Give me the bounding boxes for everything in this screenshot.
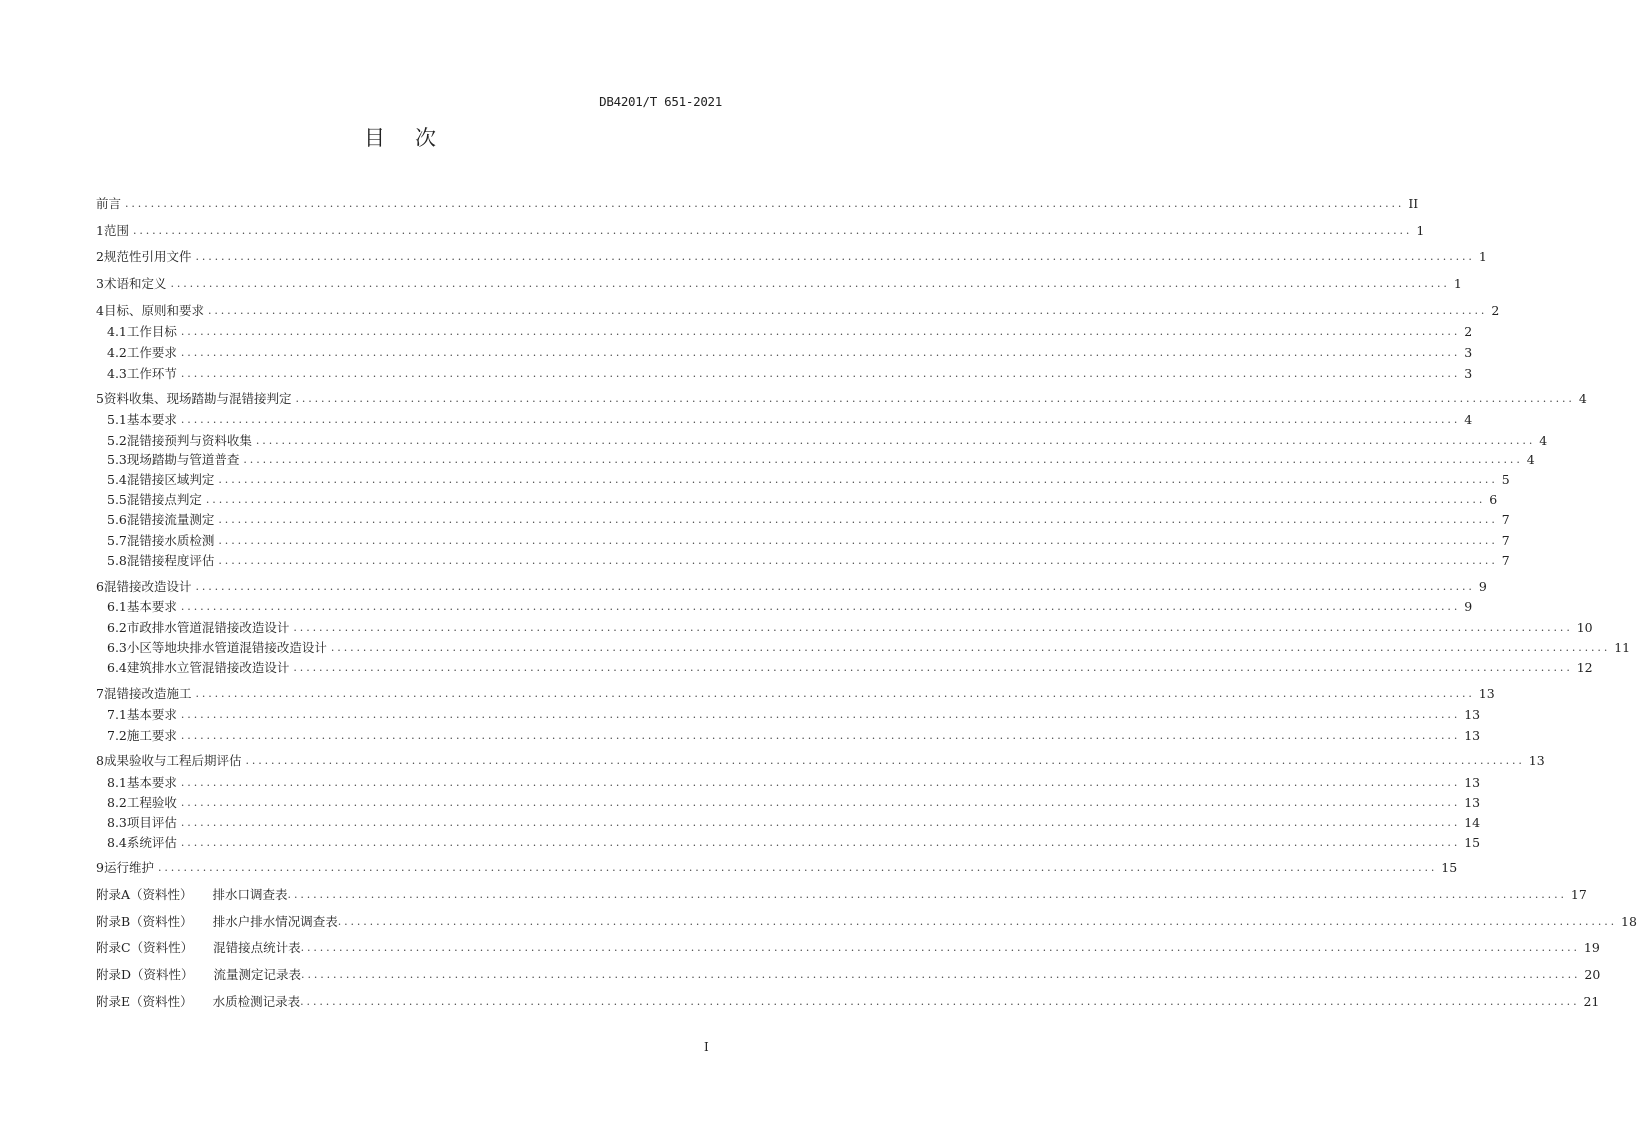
toc-entry-title: 成果验收与工程后期评估	[103, 753, 242, 768]
toc-entry[interactable]	[96, 967, 1601, 983]
toc-entry[interactable]	[107, 433, 1548, 449]
toc-dot-leader: ........................................................................................................................................................................................................	[243, 453, 1523, 466]
toc-entry-number: 5	[96, 391, 104, 406]
toc-dot-leader: ........................................................................................................................................................................................................	[195, 687, 1475, 700]
toc-dot-leader: ........................................................................................................................................................................................................	[293, 661, 1573, 674]
toc-entry-page: 1	[1453, 276, 1462, 291]
toc-dot-leader: ........................................................................................................................................................................................................	[180, 816, 1461, 829]
toc-entry-title: 市政排水管道混错接改造设计	[126, 620, 290, 635]
toc-entry[interactable]	[107, 775, 1481, 791]
toc-entry[interactable]	[107, 533, 1510, 549]
toc-entry[interactable]	[107, 640, 1631, 656]
toc-entry-title: 小区等地块排水管道混错接改造设计	[126, 640, 327, 655]
toc-entry-title: 混错接区域判定	[126, 472, 215, 487]
toc-entry-page: 11	[1614, 640, 1631, 655]
toc-entry[interactable]	[107, 452, 1535, 468]
toc-dot-leader: ........................................................................................................................................................................................................	[218, 534, 1498, 547]
toc-entry-page: 13	[1528, 753, 1545, 768]
toc-dot-leader: ........................................................................................................................................................................................................	[218, 473, 1498, 486]
toc-entry-title: 系统评估	[126, 835, 177, 850]
toc-dot-leader: ........................................................................................................................................................................................................	[218, 554, 1498, 567]
toc-dot-leader: ........................................................................................................................................................................................................	[300, 941, 1580, 954]
toc-entry-number: 5.7	[107, 533, 127, 548]
toc-entry[interactable]	[107, 815, 1481, 831]
toc-dot-leader: ........................................................................................................................................................................................................	[330, 641, 1611, 654]
toc-entry-page: 12	[1576, 660, 1593, 675]
toc-entry[interactable]	[96, 940, 1600, 956]
toc-entry-page: 10	[1576, 620, 1593, 635]
toc-entry-number: 8.2	[107, 795, 127, 810]
toc-entry[interactable]	[96, 579, 1487, 595]
toc-dot-leader: ........................................................................................................................................................................................................	[180, 413, 1461, 426]
toc-entry-page: 4	[1526, 452, 1535, 467]
toc-entry-page: 7	[1501, 553, 1510, 568]
toc-dot-leader: ........................................................................................................................................................................................................	[180, 836, 1461, 849]
toc-entry[interactable]	[107, 324, 1473, 340]
toc-entry-page: 1	[1478, 249, 1487, 264]
toc-entry-title: 混错接改造施工	[103, 686, 192, 701]
toc-entry-title: 排水户排水情况调查表	[212, 914, 338, 929]
toc-dot-leader: ........................................................................................................................................................................................................	[170, 277, 1450, 290]
toc-entry-title: 基本要求	[126, 775, 177, 790]
toc-entry-page: 20	[1584, 967, 1601, 982]
toc-entry-number: 5.8	[107, 553, 127, 568]
toc-entry-number: 8.4	[107, 835, 127, 850]
toc-dot-leader: ........................................................................................................................................................................................................	[180, 600, 1461, 613]
toc-entry[interactable]	[96, 303, 1500, 319]
toc-dot-leader: ........................................................................................................................................................................................................	[180, 346, 1461, 359]
toc-entry-title: 工作环节	[126, 366, 177, 381]
toc-entry[interactable]	[107, 660, 1593, 676]
toc-entry[interactable]	[96, 686, 1495, 702]
toc-entry-page: 4	[1464, 412, 1473, 427]
toc-entry-number: 7	[96, 686, 104, 701]
toc-entry-number: 附录C（资料性）	[96, 940, 194, 955]
toc-dot-leader: ........................................................................................................................................................................................................	[295, 392, 1575, 405]
toc-entry[interactable]	[107, 472, 1510, 488]
toc-entry-page: 7	[1501, 533, 1510, 548]
toc-entry-page: 5	[1501, 472, 1510, 487]
toc-entry-number: 6.1	[107, 599, 127, 614]
toc-entry-number: 4.2	[107, 345, 127, 360]
toc-entry[interactable]	[107, 492, 1498, 508]
toc-entry[interactable]	[96, 994, 1600, 1010]
toc-entry-number: 5.4	[107, 472, 127, 487]
toc-entry-number: 4.3	[107, 366, 127, 381]
toc-entry-title: 范围	[103, 223, 129, 238]
toc-entry-number: 5.3	[107, 452, 127, 467]
toc-entry-title: 混错接点判定	[126, 492, 202, 507]
toc-entry-page: 13	[1464, 795, 1481, 810]
toc-dot-leader: ........................................................................................................................................................................................................	[218, 513, 1498, 526]
toc-entry-page: 2	[1491, 303, 1500, 318]
toc-dot-leader: ........................................................................................................................................................................................................	[180, 367, 1461, 380]
toc-entry-page: 18	[1621, 914, 1637, 929]
page-number: I	[704, 1040, 709, 1054]
toc-entry[interactable]	[107, 795, 1481, 811]
toc-entry-number: 3	[96, 276, 104, 291]
toc-dot-leader: ........................................................................................................................................................................................................	[195, 580, 1475, 593]
toc-entry[interactable]	[107, 366, 1473, 382]
toc-entry[interactable]	[96, 887, 1587, 903]
toc-entry-number: 附录E（资料性）	[96, 994, 193, 1009]
toc-entry-title: 混错接水质检测	[126, 533, 215, 548]
toc-entry-page: 2	[1464, 324, 1473, 339]
toc-entry[interactable]	[107, 620, 1593, 636]
toc-entry-title: 目标、原则和要求	[103, 303, 204, 318]
toc-entry-title: 工作目标	[126, 324, 177, 339]
toc-entry-page: 21	[1583, 994, 1600, 1009]
toc-entry-title: 规范性引用文件	[103, 249, 192, 264]
toc-entry-page: 3	[1464, 366, 1473, 381]
toc-entry-number: 附录A（资料性）	[96, 887, 193, 902]
toc-entry-page: 9	[1478, 579, 1487, 594]
toc-entry-title: 施工要求	[126, 728, 177, 743]
toc-entry-title: 工作要求	[126, 345, 177, 360]
toc-dot-leader: ........................................................................................................................................................................................................	[180, 796, 1461, 809]
toc-entry[interactable]	[96, 223, 1425, 239]
toc-entry-title: 混错接点统计表	[213, 940, 301, 955]
toc-entry[interactable]	[107, 599, 1473, 615]
toc-entry-title: 建筑排水立管混错接改造设计	[126, 660, 290, 675]
toc-dot-leader: ........................................................................................................................................................................................................	[180, 708, 1461, 721]
toc-entry[interactable]	[107, 345, 1473, 361]
toc-entry[interactable]	[107, 512, 1510, 528]
toc-dot-leader: ........................................................................................................................................................................................................	[300, 995, 1580, 1008]
toc-entry-number: 附录B（资料性）	[96, 914, 193, 929]
toc-entry-number: 7.1	[107, 707, 127, 722]
toc-dot-leader: ........................................................................................................................................................................................................	[293, 621, 1573, 634]
toc-entry-number: 5.2	[107, 433, 127, 448]
toc-entry-page: 13	[1464, 707, 1481, 722]
toc-entry[interactable]	[107, 835, 1481, 851]
toc-entry-number: 5.5	[107, 492, 127, 507]
toc-entry-number: 8.1	[107, 775, 127, 790]
toc-entry[interactable]	[96, 276, 1462, 292]
toc-entry-title: 流量测定记录表	[213, 967, 302, 982]
toc-entry-number: 8.3	[107, 815, 127, 830]
toc-entry-page: 3	[1464, 345, 1473, 360]
toc-entry-page: 15	[1464, 835, 1481, 850]
toc-dot-leader: ........................................................................................................................................................................................................	[337, 915, 1618, 928]
toc-entry[interactable]	[96, 249, 1487, 265]
toc-entry-number: 1	[96, 223, 104, 238]
toc-entry-title: 资料收集、现场踏勘与混错接判定	[103, 391, 292, 406]
toc-entry-title: 现场踏勘与管道普查	[126, 452, 240, 467]
toc-entry-page: 13	[1478, 686, 1495, 701]
toc-entry-title: 基本要求	[126, 599, 177, 614]
toc-entry[interactable]	[96, 860, 1458, 876]
toc-entry[interactable]	[96, 391, 1587, 407]
toc-entry[interactable]	[107, 728, 1481, 744]
toc-entry-number: 附录D（资料性）	[96, 967, 194, 982]
toc-entry-number: 4	[96, 303, 104, 318]
toc-entry-number: 7.2	[107, 728, 127, 743]
toc-entry-page: 13	[1464, 728, 1481, 743]
toc-entry-page: 1	[1416, 223, 1425, 238]
toc-entry-number: 5.1	[107, 412, 127, 427]
toc-dot-leader: ........................................................................................................................................................................................................	[157, 861, 1438, 874]
toc-entry-title: 基本要求	[126, 707, 177, 722]
toc-entry-title: 水质检测记录表	[212, 994, 301, 1009]
toc-dot-leader: ........................................................................................................................................................................................................	[180, 325, 1461, 338]
toc-entry-number: 6.2	[107, 620, 127, 635]
toc-dot-leader: ........................................................................................................................................................................................................	[255, 434, 1536, 447]
toc-entry[interactable]	[107, 553, 1510, 569]
toc-dot-leader: ........................................................................................................................................................................................................	[301, 968, 1581, 981]
toc-entry-title: 运行维护	[103, 860, 154, 875]
toc-entry-page: 15	[1441, 860, 1458, 875]
toc-entry-title: 前言	[96, 196, 122, 211]
toc-entry-page: 19	[1583, 940, 1600, 955]
toc-dot-leader: ........................................................................................................................................................................................................	[180, 776, 1461, 789]
toc-entry[interactable]	[96, 753, 1545, 769]
toc-entry-page: 7	[1501, 512, 1510, 527]
toc-entry[interactable]	[107, 412, 1473, 428]
toc-entry-title: 混错接改造设计	[103, 579, 192, 594]
toc-dot-leader: ........................................................................................................................................................................................................	[195, 250, 1475, 263]
toc-entry[interactable]	[107, 707, 1481, 723]
toc-entry-number: 6.4	[107, 660, 127, 675]
toc-entry-number: 2	[96, 249, 104, 264]
toc-entry-number: 5.6	[107, 512, 127, 527]
toc-entry-title: 排水口调查表	[212, 887, 288, 902]
toc-entry-number: 4.1	[107, 324, 127, 339]
toc-entry-page: 17	[1570, 887, 1587, 902]
toc-entry-page: 14	[1464, 815, 1481, 830]
toc-entry-title: 混错接预判与资料收集	[126, 433, 252, 448]
toc-entry-title: 混错接程度评估	[126, 553, 215, 568]
toc-dot-leader: ........................................................................................................................................................................................................	[125, 197, 1405, 210]
toc-dot-leader: ........................................................................................................................................................................................................	[287, 888, 1567, 901]
toc-dot-leader: ........................................................................................................................................................................................................	[205, 493, 1486, 506]
toc-entry[interactable]	[96, 914, 1637, 930]
toc-entry-page: II	[1408, 196, 1419, 211]
toc-entry-page: 4	[1578, 391, 1587, 406]
toc-entry-page: 13	[1464, 775, 1481, 790]
page-title: 目次	[364, 126, 466, 150]
toc-dot-leader: ........................................................................................................................................................................................................	[245, 754, 1525, 767]
toc-entry-page: 4	[1539, 433, 1548, 448]
toc-entry-number: 6	[96, 579, 104, 594]
toc-entry-title: 工程验收	[126, 795, 177, 810]
document-number: DB4201/T 651-2021	[599, 94, 722, 109]
toc-entry-number: 9	[96, 860, 104, 875]
toc-entry-title: 混错接流量测定	[126, 512, 215, 527]
toc-entry-number: 8	[96, 753, 104, 768]
toc-entry-title: 基本要求	[126, 412, 177, 427]
toc-entry-title: 术语和定义	[103, 276, 167, 291]
toc-dot-leader: ........................................................................................................................................................................................................	[132, 224, 1413, 237]
toc-entry-page: 6	[1489, 492, 1498, 507]
toc-dot-leader: ........................................................................................................................................................................................................	[180, 729, 1461, 742]
toc-entry[interactable]	[96, 196, 1419, 212]
toc-entry-title: 项目评估	[126, 815, 177, 830]
toc-entry-page: 9	[1464, 599, 1473, 614]
toc-entry-number: 6.3	[107, 640, 127, 655]
toc-dot-leader: ........................................................................................................................................................................................................	[207, 304, 1488, 317]
